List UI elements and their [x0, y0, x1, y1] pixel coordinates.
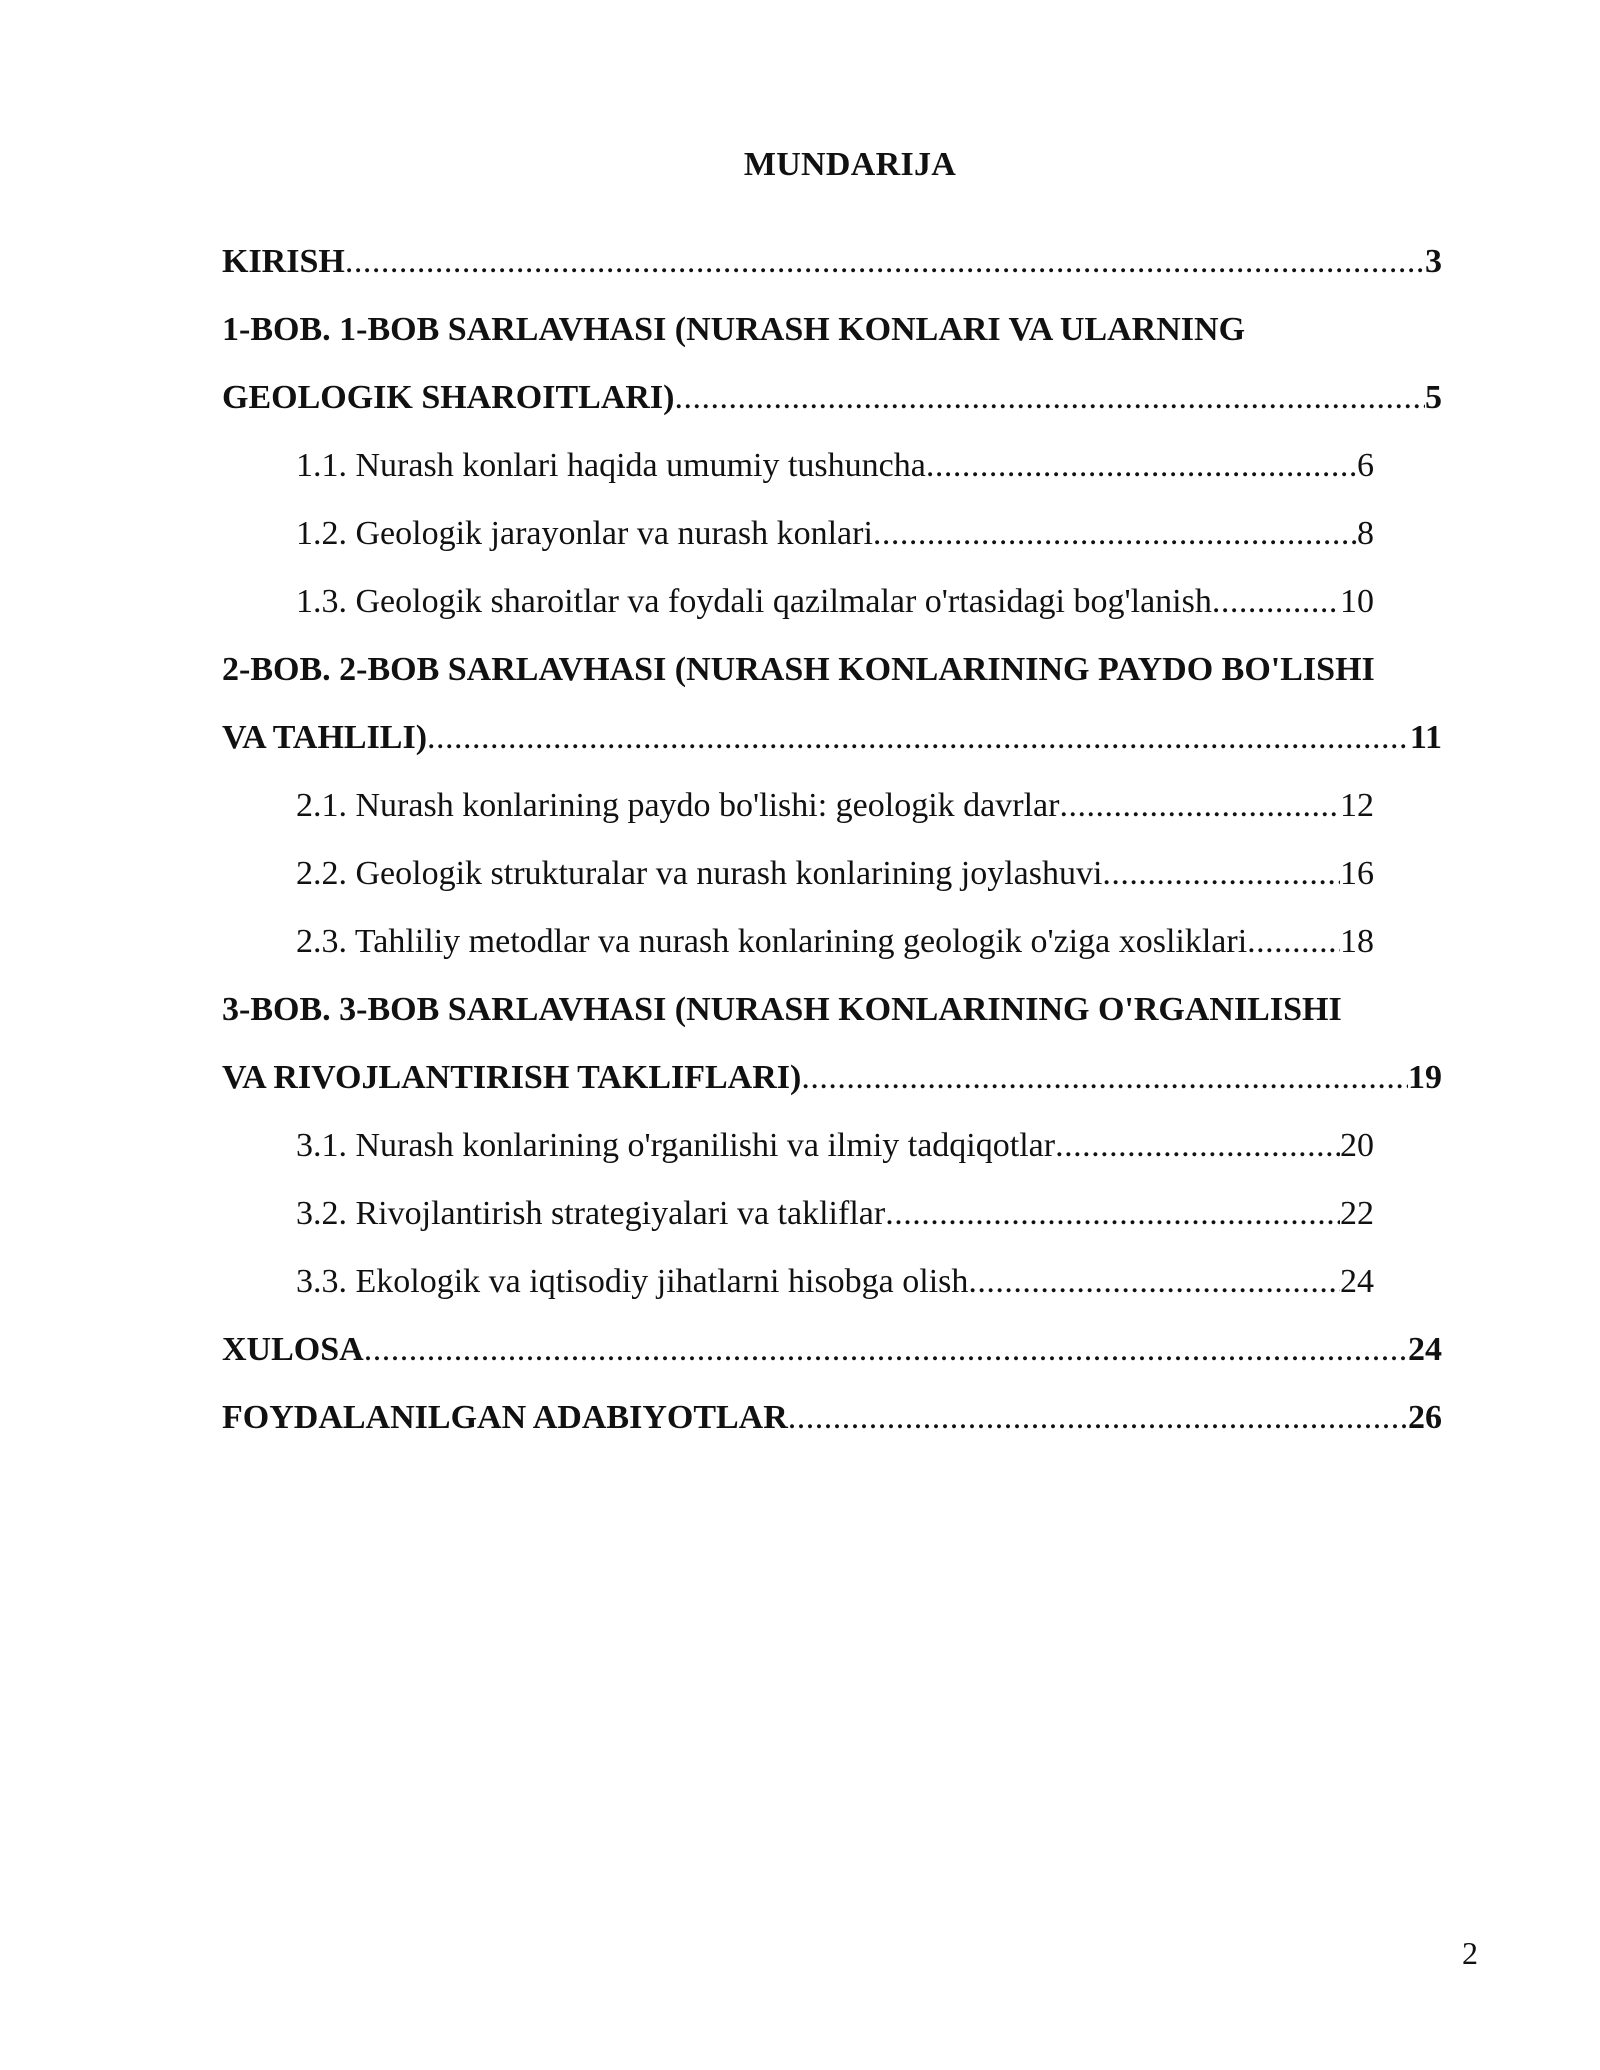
toc-entry-section-3-3[interactable] — [296, 1250, 1374, 1318]
toc-entry-section-1-1[interactable] — [296, 434, 1374, 502]
toc-entry-label: KIRISH — [222, 243, 345, 280]
toc-entry-section-2-2[interactable] — [296, 842, 1374, 910]
toc-entry-label-line1: 2-BOB. 2-BOB SARLAVHASI (NURASH KONLARINING PAYDO BO'LISHI — [222, 651, 1375, 688]
toc-entry-chapter-3[interactable] — [222, 978, 1442, 1114]
table-of-contents — [222, 230, 1442, 1454]
toc-entry-label-line1: 1-BOB. 1-BOB SARLAVHASI (NURASH KONLARI VA ULARNING — [222, 311, 1246, 348]
toc-entry-label-line2: GEOLOGIK SHAROITLARI) — [222, 379, 675, 416]
toc-entry-label: 1.2. Geologik jarayonlar va nurash konlari — [296, 515, 873, 552]
dot-leader — [873, 502, 1357, 566]
toc-entry-kirish[interactable] — [222, 230, 1442, 298]
toc-entry-label: 3.3. Ekologik va iqtisodiy jihatlarni hisobga olish — [296, 1263, 969, 1300]
toc-entry-label: 2.2. Geologik strukturalar va nurash konlarining joylashuvi — [296, 855, 1103, 892]
dot-leader — [926, 434, 1357, 498]
toc-entry-label-line2: VA TAHLILI) — [222, 719, 428, 756]
dot-leader — [427, 706, 1410, 770]
toc-entry-label: 1.1. Nurash konlari haqida umumiy tushuncha — [296, 447, 926, 484]
toc-entry-label: 2.1. Nurash konlarining paydo bo'lishi: geologik davrlar — [296, 787, 1060, 824]
toc-entry-label-line1: 3-BOB. 3-BOB SARLAVHASI (NURASH KONLARINING O'RGANILISHI — [222, 991, 1342, 1028]
dot-leader — [1059, 774, 1340, 838]
dot-leader — [1247, 910, 1340, 974]
dot-leader — [1102, 842, 1340, 906]
toc-entry-adabiyotlar[interactable] — [222, 1386, 1442, 1454]
toc-entry-label: 1.3. Geologik sharoitlar va foydali qazilmalar o'rtasidagi bog'lanish — [296, 583, 1212, 620]
toc-page-number: 8 — [1357, 515, 1374, 552]
toc-page-number: 26 — [1408, 1399, 1442, 1436]
toc-entry-label: 3.1. Nurash konlarining o'rganilishi va ilmiy tadqiqotlar — [296, 1127, 1056, 1164]
toc-entry-label: XULOSA — [222, 1331, 364, 1368]
toc-entry-section-1-2[interactable] — [296, 502, 1374, 570]
toc-page-number: 6 — [1357, 447, 1374, 484]
toc-entry-chapter-1[interactable] — [222, 298, 1442, 434]
toc-page-number: 16 — [1340, 855, 1374, 892]
toc-entry-xulosa[interactable] — [222, 1318, 1442, 1386]
dot-leader — [345, 230, 1425, 294]
dot-leader — [1055, 1114, 1340, 1178]
page-number: 2 — [1462, 1935, 1478, 1971]
toc-entry-label-line2: VA RIVOJLANTIRISH TAKLIFLARI) — [222, 1059, 802, 1096]
dot-leader — [968, 1250, 1340, 1314]
toc-page-number: 24 — [1408, 1331, 1442, 1368]
toc-page-number: 5 — [1425, 379, 1442, 416]
toc-page-number: 3 — [1425, 243, 1442, 280]
toc-entry-label: 3.2. Rivojlantirish strategiyalari va takliflar — [296, 1195, 886, 1232]
toc-entry-section-2-1[interactable] — [296, 774, 1374, 842]
dot-leader — [1212, 570, 1340, 634]
toc-page-number: 19 — [1408, 1059, 1442, 1096]
toc-page-number: 24 — [1340, 1263, 1374, 1300]
dot-leader — [364, 1318, 1408, 1382]
toc-entry-label: 2.3. Tahliliy metodlar va nurash konlarining geologik o'ziga xosliklari — [296, 923, 1248, 960]
toc-entry-label: FOYDALANILGAN ADABIYOTLAR — [222, 1399, 788, 1436]
toc-entry-chapter-2[interactable] — [222, 638, 1442, 774]
toc-entry-section-1-3[interactable] — [296, 570, 1374, 638]
toc-page-number: 12 — [1340, 787, 1374, 824]
toc-page-number: 20 — [1340, 1127, 1374, 1164]
toc-page-number: 10 — [1340, 583, 1374, 620]
dot-leader — [885, 1182, 1340, 1246]
page-title: MUNDARIJA — [743, 146, 957, 183]
toc-page-number: 11 — [1409, 719, 1442, 756]
dot-leader — [801, 1046, 1408, 1110]
toc-entry-section-3-1[interactable] — [296, 1114, 1374, 1182]
toc-entry-section-3-2[interactable] — [296, 1182, 1374, 1250]
dot-leader — [674, 366, 1425, 430]
toc-entry-section-2-3[interactable] — [296, 910, 1374, 978]
toc-page-number: 18 — [1340, 923, 1374, 960]
dot-leader — [788, 1386, 1408, 1450]
toc-page-number: 22 — [1340, 1195, 1374, 1232]
